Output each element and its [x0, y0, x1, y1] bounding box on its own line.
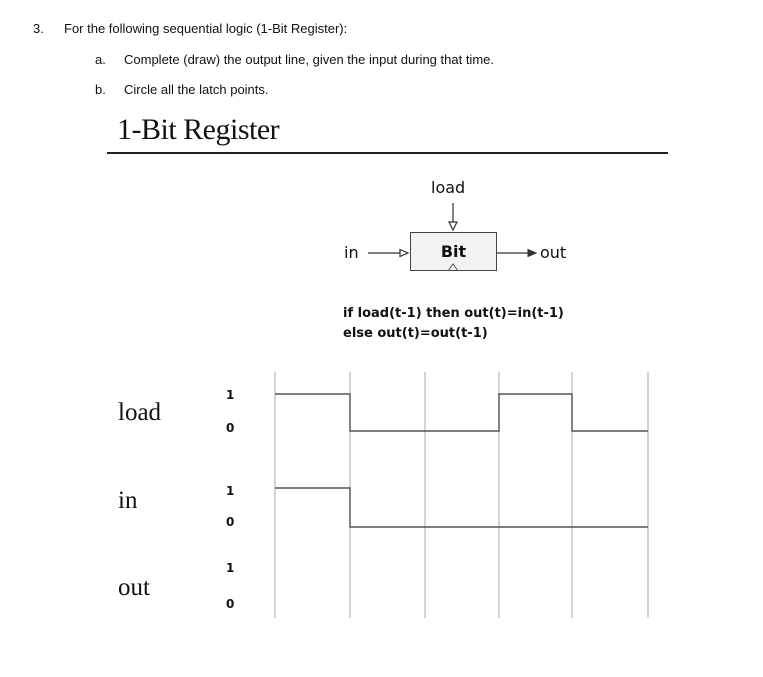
figure-title: 1-Bit Register [117, 113, 280, 146]
formula-line-1: if load(t-1) then out(t)=in(t-1) [343, 306, 564, 321]
load-arrow-icon [449, 222, 457, 230]
signal-name-in: in [118, 487, 138, 514]
out-low-label: 0 [226, 597, 235, 611]
part-b-text: Circle all the latch points. [124, 82, 269, 97]
in-low-label: 0 [226, 515, 235, 529]
formula-line-2: else out(t)=out(t-1) [343, 326, 488, 341]
in-input-label: in [344, 243, 359, 262]
out-arrow-icon [528, 250, 536, 257]
in-arrow-icon [400, 250, 408, 257]
out-high-label: 1 [226, 561, 235, 575]
question-number: 3. [33, 21, 44, 36]
part-a-text: Complete (draw) the output line, given the input during that time. [124, 52, 494, 67]
part-b-letter: b. [95, 82, 106, 97]
out-output-label: out [540, 243, 567, 262]
load-high-label: 1 [226, 388, 235, 402]
clock-triangle-icon [448, 264, 458, 271]
bit-box-label: Bit [440, 242, 467, 261]
question-prompt: For the following sequential logic (1-Bit Register): [64, 21, 348, 36]
load-low-label: 0 [226, 421, 235, 435]
timing-grid [275, 372, 648, 618]
in-high-label: 1 [226, 484, 235, 498]
part-a-letter: a. [95, 52, 106, 67]
load-input-label: load [431, 178, 466, 197]
in-waveform [275, 488, 648, 527]
load-waveform [275, 394, 648, 431]
signal-name-load: load [118, 399, 162, 426]
signal-name-out: out [118, 574, 150, 601]
